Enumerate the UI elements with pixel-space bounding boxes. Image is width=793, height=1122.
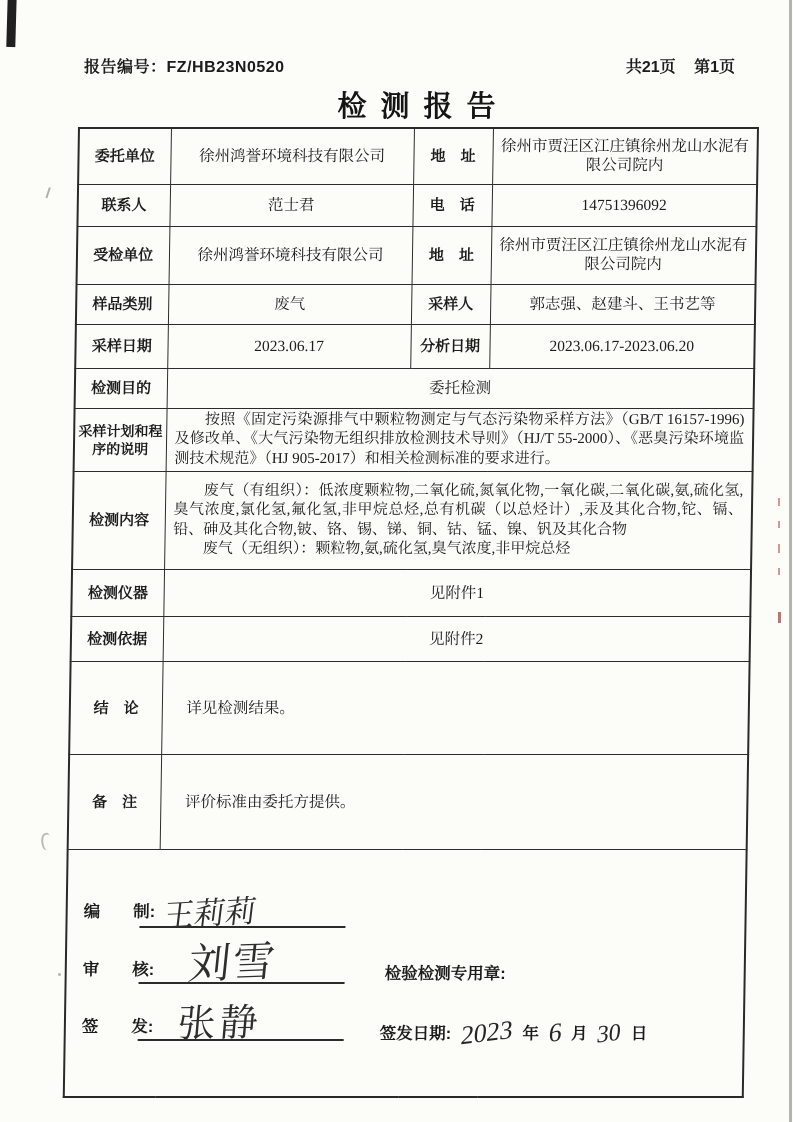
report-header xyxy=(0,54,793,78)
test-content-label: 检测内容 xyxy=(72,472,166,570)
issued-by-label: 签 发: xyxy=(81,1018,154,1036)
month-unit: 月 xyxy=(570,1025,588,1043)
inspected-unit-label: 受检单位 xyxy=(77,226,170,284)
issue-date-month: 6 xyxy=(547,1016,564,1049)
sampling-plan-text: 按照《固定污染源排气中颗粒物测定与气态污染物采样方法》（GB/T 16157-1996)及修改单、《大气污染物无组织排放检测技术导则》（HJ/T 55-2000）、《恶臭污染环境监测技术规范》（HJ 905-2017）和相关检测标准的要求进行。 xyxy=(174,411,745,467)
issued-signature: 张静 xyxy=(175,1002,264,1046)
reviewed-by-label: 审 核: xyxy=(82,961,155,979)
conclusion-label: 结 论 xyxy=(69,662,162,755)
conclusion-value: 详见检测结果。 xyxy=(161,662,749,755)
table-row xyxy=(75,324,755,368)
inspected-address-value: 徐州市贾汪区江庄镇徐州龙山水泥有限公司院内 xyxy=(491,226,757,284)
reviewed-signature: 刘雪 xyxy=(186,939,279,989)
contact-person-value: 范士君 xyxy=(169,184,413,226)
contact-person-label: 联系人 xyxy=(77,184,170,226)
issue-date-label: 签发日期: xyxy=(379,1025,452,1043)
sampling-date-value: 2023.06.17 xyxy=(167,324,411,368)
phone-label: 电 话 xyxy=(412,184,492,226)
table-row xyxy=(69,662,749,755)
page-number: 第1页 xyxy=(694,59,735,76)
red-bleed-mark xyxy=(778,568,780,575)
report-title: 检测报告 xyxy=(337,91,510,123)
prepared-by-label: 编 制: xyxy=(83,903,156,921)
test-basis-label: 检测依据 xyxy=(71,617,164,662)
test-purpose-label: 检测目的 xyxy=(75,368,168,408)
table-row xyxy=(74,408,754,472)
signoff-block xyxy=(64,850,747,1097)
phone-value: 14751396092 xyxy=(491,184,757,226)
inspected-address-label: 地 址 xyxy=(412,226,492,284)
margin-smudge xyxy=(45,187,55,200)
year-unit: 年 xyxy=(522,1025,540,1043)
report-table xyxy=(63,127,759,1098)
day-unit: 日 xyxy=(630,1025,648,1043)
client-unit-label: 委托单位 xyxy=(78,128,171,184)
sample-type-label: 样品类别 xyxy=(76,284,169,324)
instruments-label: 检测仪器 xyxy=(71,570,164,617)
scan-edge-artifact-top-left xyxy=(6,0,16,47)
sampling-plan-value xyxy=(166,408,754,472)
inspected-unit-value: 徐州鸿誉环境科技有限公司 xyxy=(169,226,413,284)
client-unit-value: 徐州鸿誉环境科技有限公司 xyxy=(170,128,414,184)
test-content-value xyxy=(164,472,753,570)
client-address-value: 徐州市贾汪区江庄镇徐州龙山水泥有限公司院内 xyxy=(492,128,758,184)
margin-smudge xyxy=(58,973,61,976)
red-bleed-mark xyxy=(778,544,780,553)
issue-date-day: 30 xyxy=(595,1019,623,1049)
pagination xyxy=(612,54,735,77)
red-bleed-mark xyxy=(778,521,780,528)
margin-smudge xyxy=(39,832,53,851)
report-number-label: 报告编号： xyxy=(84,59,167,76)
report-table-wrapper xyxy=(63,127,759,1098)
report-number-line xyxy=(84,54,285,77)
issue-date-line xyxy=(379,1014,648,1051)
table-row xyxy=(76,284,756,324)
red-bleed-mark xyxy=(778,612,781,623)
instruments-value: 见附件1 xyxy=(163,570,751,617)
scan-edge-line-right xyxy=(789,0,792,1122)
analysis-date-value: 2023.06.17-2023.06.20 xyxy=(489,324,755,368)
red-bleed-mark xyxy=(778,498,780,506)
table-row-signoff xyxy=(64,850,747,1097)
remark-label: 备 注 xyxy=(68,755,161,850)
test-content-unorganized: 废气（无组织）：颗粒物,氨,硫化氢,臭气浓度,非甲烷总烃 xyxy=(202,541,571,557)
analysis-date-label: 分析日期 xyxy=(410,324,490,368)
table-row xyxy=(77,184,757,226)
table-row xyxy=(71,617,751,662)
test-content-organized: 废气（有组织）：低浓度颗粒物,二氧化硫,氮氧化物,一氧化碳,二氧化碳,氨,硫化氢,臭气浓度,氯化氢,氟化氢,非甲烷总烃,总有机碳（以总烃计）,汞及其化合物,铊、镉、铅、砷及其化合物,铍、铬、锡、锑、铜、钴、锰、镍、钒及其化合物 xyxy=(173,482,744,538)
report-number-value: FZ/HB23N0520 xyxy=(166,59,285,76)
test-basis-value: 见附件2 xyxy=(163,617,751,662)
inspection-stamp-label: 检验检测专用章: xyxy=(384,965,506,983)
sampling-date-label: 采样日期 xyxy=(75,324,168,368)
issue-date-year: 2023 xyxy=(459,1014,515,1051)
table-row xyxy=(71,570,751,617)
table-row xyxy=(78,128,758,184)
table-row xyxy=(68,755,748,850)
test-purpose-value: 委托检测 xyxy=(167,368,755,408)
table-row xyxy=(72,472,753,570)
prepared-signature: 王莉莉 xyxy=(161,893,259,934)
table-row xyxy=(75,368,755,408)
table-row xyxy=(77,226,757,284)
sampler-label: 采样人 xyxy=(411,284,491,324)
remark-value: 评价标准由委托方提供。 xyxy=(160,755,748,850)
page-count: 共21页 xyxy=(625,59,676,76)
sample-type-value: 废气 xyxy=(168,284,412,324)
client-address-label: 地 址 xyxy=(413,128,493,184)
sampling-plan-label: 采样计划和程序的说明 xyxy=(74,408,167,472)
sampler-value: 郭志强、赵建斗、王书艺等 xyxy=(490,284,756,324)
